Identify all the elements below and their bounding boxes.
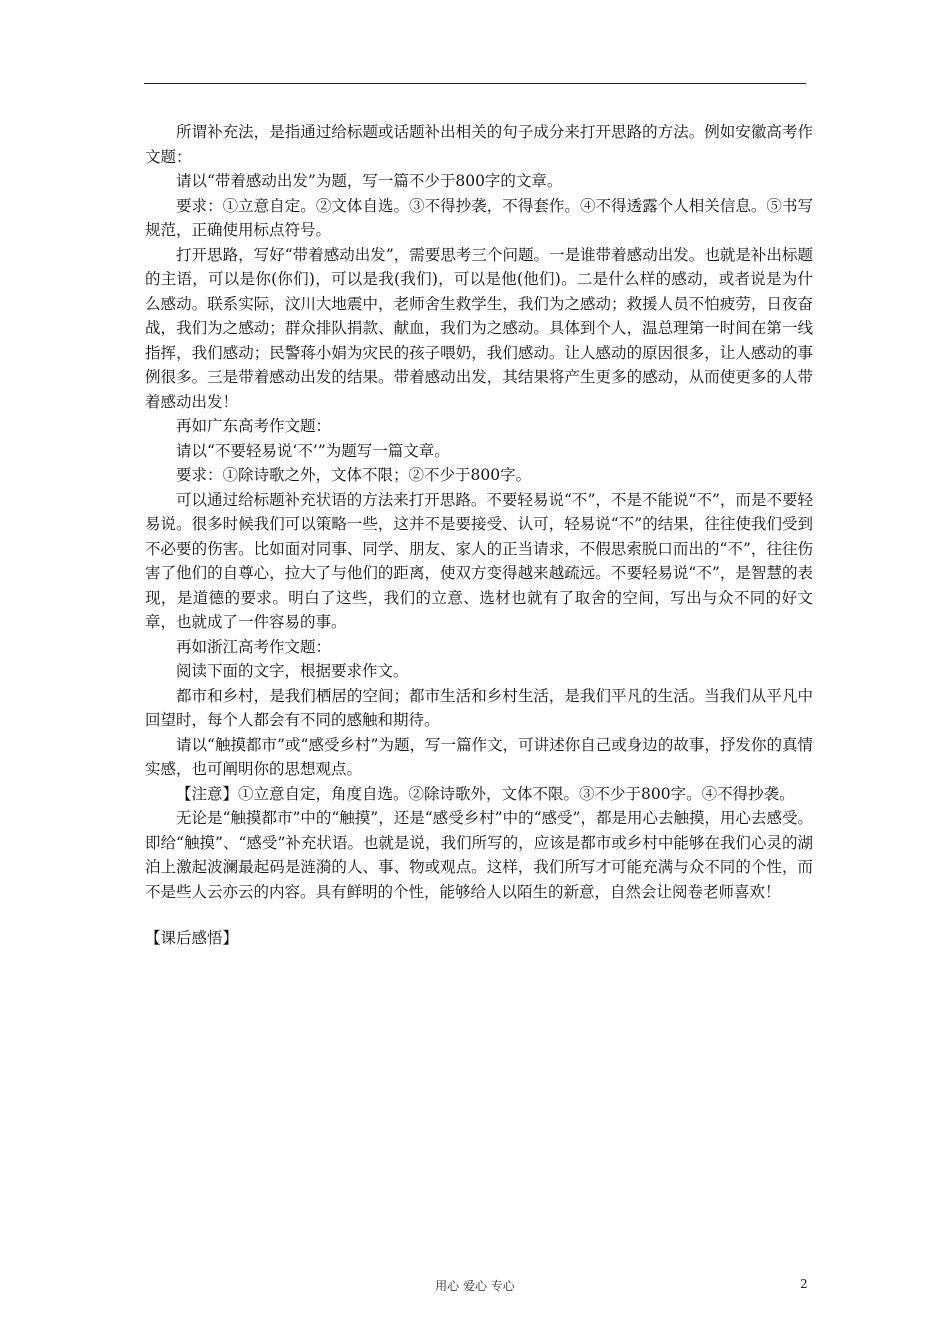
paragraph-11: 都市和乡村，是我们栖居的空间；都市生活和乡村生活，是我们平凡的生活。当我们从平凡中回望时，每个人都会有不同的感触和期待。 [145, 686, 813, 729]
paragraph-10: 阅读下面的文字，根据要求作文。 [176, 662, 409, 680]
paragraph-3: 要求：①立意自定。②文体自选。③不得抄袭，不得套作。④不得透露个人相关信息。⑤书写规范，正确使用标点符号。 [145, 196, 813, 239]
paragraph-1: 所谓补充法，是指通过给标题或话题补出相关的句子成分来打开思路的方法。例如安徽高考作文题： [145, 123, 813, 166]
paragraph-4: 打开思路，写好“带着感动出发”，需要思考三个问题。一是谁带着感动出发。也就是补出标题的主语，可以是你(你们)，可以是我(我们)，可以是他(他们)。二是什么样的感动，或者说是为什么感动。联系实际，汶川大地震中，老师舍生救学生，我们为之感动；救援人员不怕疲劳，日夜奋战，我们为之感动；群众排队捐款、献血，我们为之感动。具体到个人，温总理第一时间在第一线指挥，我们感动；民警蒋小娟为灾民的孩子喂奶，我们感动。让人感动的原因很多，让人感动的事例很多。三是带着感动出发的结果。带着感动出发，其结果将产生更多的感动，从而使更多的人带着感动出发！ [145, 245, 813, 411]
paragraph-5: 再如广东高考作文题： [176, 417, 332, 435]
paragraph-6: 请以“不要轻易说‘不’”为题写一篇文章。 [176, 441, 450, 460]
header-rule [144, 83, 806, 84]
paragraph-2: 请以“带着感动出发”为题，写一篇不少于800字的文章。 [176, 172, 563, 190]
paragraph-9: 再如浙江高考作文题： [176, 637, 332, 656]
paragraph-7: 要求：①除诗歌之外，文体不限；②不少于800字。 [176, 466, 532, 484]
footer-slogan: 用心 爱心 专心 [435, 1279, 515, 1293]
section-heading: 【课后感悟】 [145, 929, 239, 947]
paragraph-8: 可以通过给标题补充状语的方法来打开思路。不要轻易说“不”，不是不能说“不”，而是不要轻易说。很多时候我们可以策略一些，这并不是要接受、认可，轻易说“不”的结果，往往使我们受到不必要的伤害。比如面对同事、同学、朋友、家人的正当请求，不假思索脱口而出的“不”，往往伤害了他们的自尊心，拉大了与他们的距离，使双方变得越来越疏远。不要轻易说“不”，是智慧的表现，是道德的要求。明白了这些，我们的立意、选材也就有了取舍的空间，写出与众不同的好文章，也就成了一件容易的事。 [145, 490, 813, 631]
paragraph-12: 请以“触摸都市”或“感受乡村”为题，写一篇作文，可讲述你自己或身边的故事，抒发你的真情实感，也可阐明你的思想观点。 [145, 735, 813, 778]
page-number: 2 [800, 1277, 808, 1291]
paragraph-14: 无论是“触摸都市”中的“触摸”，还是“感受乡村”中的“感受”，都是用心去触摸，用心去感受。即给“触摸”、“感受”补充状语。也就是说，我们所写的，应该是都市或乡村中能够在我们心灵的湖泊上激起波澜最起码是涟漪的人、事、物或观点。这样，我们所写才可能充满与众不同的个性，而不是些人云亦云的内容。具有鲜明的个性，能够给人以陌生的新意，自然会让阅卷老师喜欢！ [145, 809, 813, 901]
paragraph-13: 【注意】①立意自定，角度自选。②除诗歌外，文体不限。③不少于800字。④不得抄袭。 [176, 784, 795, 803]
document-body [145, 120, 813, 951]
